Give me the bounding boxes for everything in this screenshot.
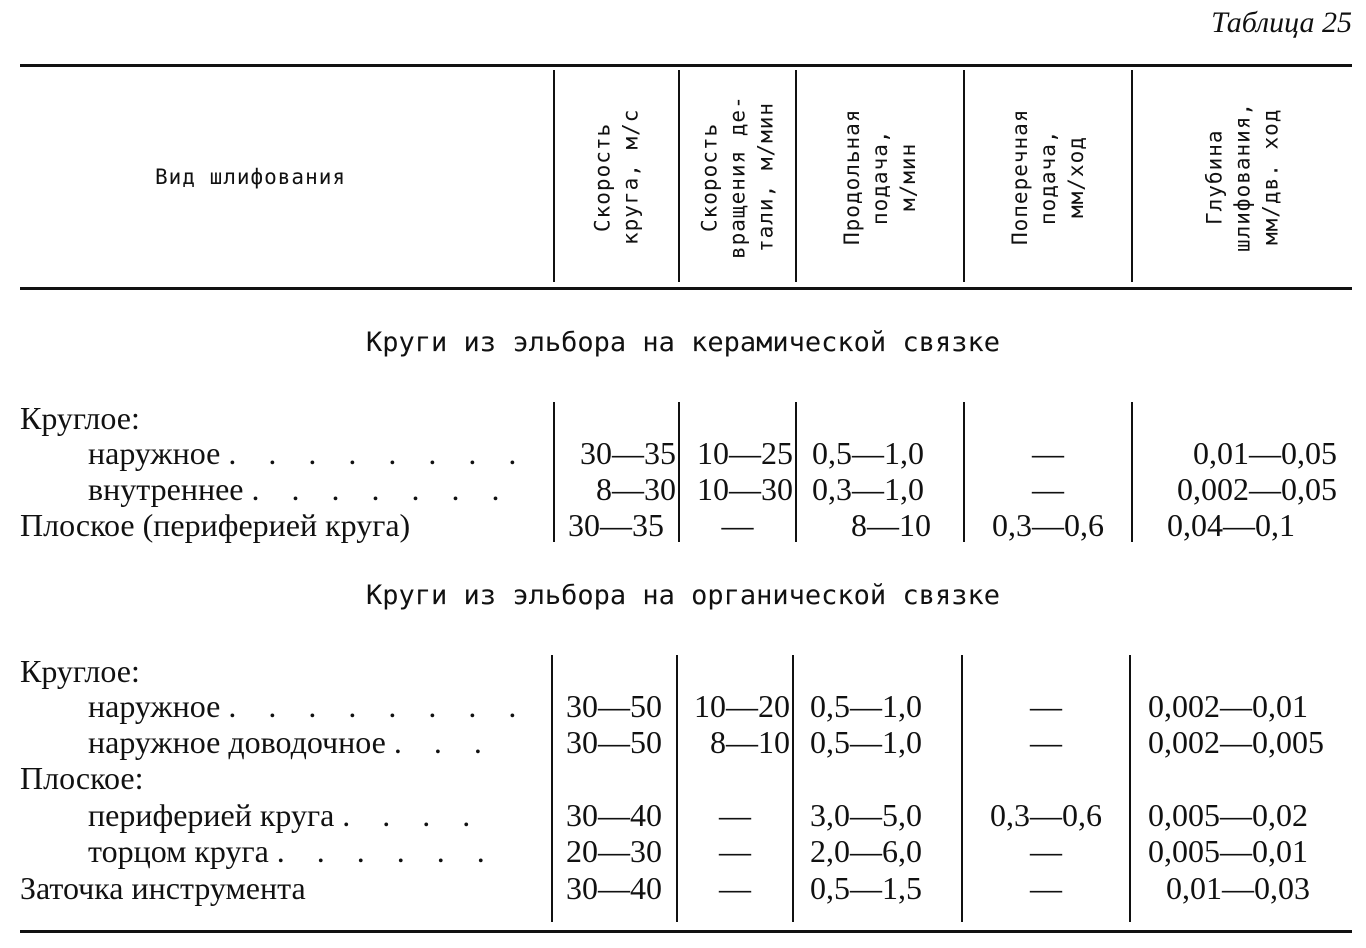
bottom-rule — [20, 930, 1352, 933]
cell-wheel-speed: 20—30 — [566, 833, 662, 869]
header-line: мм/ход — [1064, 136, 1088, 218]
table-row-label — [88, 833, 497, 869]
cell-depth: 0,002—0,01 — [1148, 688, 1308, 724]
table-row-label — [88, 724, 494, 760]
table-row-label — [20, 870, 306, 906]
column-divider — [1131, 402, 1133, 542]
cell-longitudinal-feed: 0,5—1,0 — [810, 724, 922, 760]
table-row-label — [88, 797, 482, 833]
header-cross-feed — [965, 74, 1131, 280]
row-name: Заточка инструмента — [20, 870, 306, 906]
header-part-speed — [680, 74, 795, 280]
row-name: наружное — [88, 688, 221, 724]
cell-depth: 0,002—0,005 — [1148, 724, 1324, 760]
row-name: Круглое: — [20, 400, 140, 436]
cell-wheel-speed: 30—35 — [568, 507, 664, 543]
header-rule — [20, 287, 1352, 290]
header-line: м/мин — [896, 142, 920, 212]
cell-depth: 0,002—0,05 — [1177, 471, 1337, 507]
cell-depth: 0,005—0,01 — [1148, 833, 1308, 869]
cell-cross-feed: — — [1030, 688, 1062, 724]
cell-wheel-speed: 8—30 — [596, 471, 676, 507]
section-title: Круги из эльбора на органической связке — [366, 580, 1000, 611]
section-title: Круги из эльбора на керамической связке — [366, 327, 1000, 358]
header-line: Скорость — [590, 122, 615, 232]
cell-cross-feed: — — [1032, 471, 1064, 507]
header-line: Поперечная — [1008, 108, 1032, 246]
cell-wheel-speed: 30—40 — [566, 797, 662, 833]
table-row-label — [20, 400, 140, 436]
cell-cross-feed: — — [1030, 724, 1062, 760]
cell-depth: 0,01—0,05 — [1193, 435, 1337, 471]
column-divider — [1129, 655, 1131, 922]
cell-wheel-speed: 30—35 — [580, 435, 676, 471]
header-line: Продольная — [840, 108, 864, 246]
cell-longitudinal-feed: 8—10 — [851, 507, 931, 543]
row-name: Плоское (периферией круга) — [20, 507, 411, 543]
cell-longitudinal-feed: 0,3—1,0 — [812, 471, 924, 507]
table-row-label — [20, 760, 143, 796]
row-name: наружное — [88, 435, 221, 471]
top-rule — [20, 64, 1352, 67]
table-row-label — [20, 507, 410, 543]
leader-dots: . . . . . . . . — [228, 435, 529, 471]
header-longitudinal-feed — [797, 74, 963, 280]
cell-part-speed: — — [719, 870, 751, 906]
cell-longitudinal-feed: 0,5—1,0 — [810, 688, 922, 724]
row-name: наружное доводочное — [88, 724, 386, 760]
cell-cross-feed: — — [1030, 833, 1062, 869]
cell-longitudinal-feed: 0,5—1,5 — [810, 870, 922, 906]
header-line: шлифования, — [1230, 101, 1255, 253]
column-divider — [792, 655, 794, 922]
header-line: Скорость — [697, 122, 722, 232]
cell-cross-feed: 0,3—0,6 — [992, 507, 1104, 543]
header-line: круга, м/с — [618, 108, 643, 246]
cell-longitudinal-feed: 0,5—1,0 — [812, 435, 924, 471]
header-line: тали, м/мин — [753, 101, 778, 253]
cell-cross-feed: 0,3—0,6 — [990, 797, 1102, 833]
table-row-label — [88, 435, 528, 471]
header-line: мм/дв. ход — [1258, 108, 1283, 246]
row-name: торцом круга — [88, 833, 269, 869]
leader-dots: . . . . . . . — [251, 471, 512, 507]
cell-longitudinal-feed: 3,0—5,0 — [810, 797, 922, 833]
cell-part-speed: 10—20 — [694, 688, 790, 724]
cell-cross-feed: — — [1030, 870, 1062, 906]
cell-part-speed: — — [719, 797, 751, 833]
table-row-label — [88, 688, 528, 724]
cell-part-speed: — — [721, 507, 754, 543]
cell-depth: 0,005—0,02 — [1148, 797, 1308, 833]
row-name: Круглое: — [20, 653, 140, 689]
header-line: подача, — [868, 129, 892, 225]
cell-part-speed: 10—30 — [697, 471, 793, 507]
header-line: вращения де- — [725, 95, 750, 259]
cell-part-speed: 10—25 — [697, 435, 793, 471]
column-divider — [553, 402, 555, 542]
cell-cross-feed: — — [1032, 435, 1064, 471]
cell-wheel-speed: 30—50 — [566, 688, 662, 724]
header-depth — [1133, 74, 1352, 280]
table-row-label — [20, 653, 140, 689]
cell-part-speed: — — [719, 833, 751, 869]
header-wheel-speed — [555, 74, 678, 280]
leader-dots: . . . . . . — [276, 833, 497, 869]
table-caption: Таблица 25 — [1211, 6, 1352, 39]
cell-wheel-speed: 30—50 — [566, 724, 662, 760]
header-line: Глубина — [1202, 129, 1227, 225]
header-grinding-type: Вид шлифования — [155, 165, 347, 189]
column-divider — [551, 655, 553, 922]
table-row-label — [88, 471, 511, 507]
cell-part-speed: 8—10 — [710, 724, 790, 760]
row-name: периферией круга — [88, 797, 335, 833]
cell-depth: 0,04—0,1 — [1167, 507, 1295, 543]
cell-wheel-speed: 30—40 — [566, 870, 662, 906]
cell-longitudinal-feed: 2,0—6,0 — [810, 833, 922, 869]
leader-dots: . . . — [393, 724, 494, 760]
leader-dots: . . . . . . . . — [228, 688, 529, 724]
cell-depth: 0,01—0,03 — [1166, 870, 1310, 906]
leader-dots: . . . . — [342, 797, 483, 833]
header-line: подача, — [1036, 129, 1060, 225]
row-name: внутреннее — [88, 471, 244, 507]
row-name: Плоское: — [20, 760, 144, 796]
